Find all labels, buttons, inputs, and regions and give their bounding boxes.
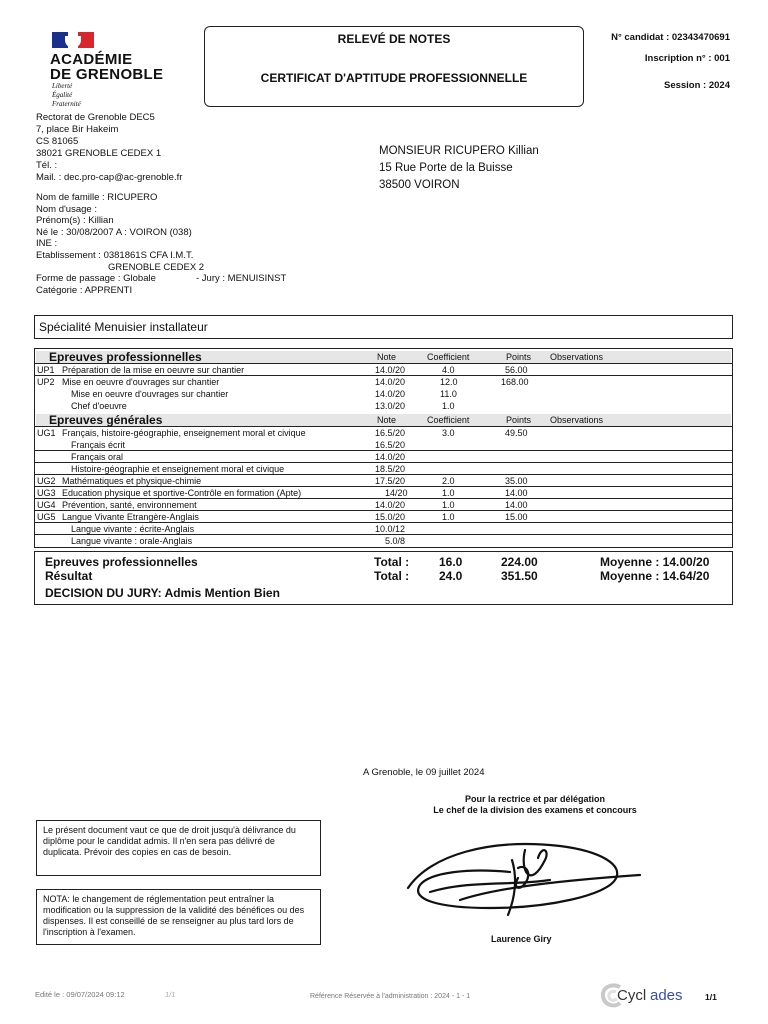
category: Catégorie : APPRENTI xyxy=(36,284,133,296)
col-note: Note xyxy=(377,352,397,362)
sender-address xyxy=(36,112,182,184)
motto-liberte: Liberté xyxy=(52,82,73,90)
motto-fraternite: Fraternité xyxy=(52,100,81,108)
table-row: UG3 Education physique et sportive-Contrôle en formation (Apte) 14/20 1.0 14.00 xyxy=(37,488,528,498)
section-header-general xyxy=(35,414,732,426)
section-title: Epreuves professionnelles xyxy=(49,350,202,364)
specialty-box: Spécialité Menuisier installateur xyxy=(34,315,733,339)
summary-professional: Epreuves professionnelles Total : 16.0 224.00 Moyenne : 14.00/20 xyxy=(45,555,710,569)
col-obs: Observations xyxy=(550,352,604,362)
sender-line: 38021 GRENOBLE CEDEX 1 xyxy=(36,148,162,159)
table-row: Histoire-géographie et enseignement moral et civique 18.5/20 xyxy=(71,464,406,474)
establishment-city: GRENOBLE CEDEX 2 xyxy=(108,261,205,273)
marianne-flag-icon xyxy=(52,32,94,48)
table-row: UP2 Mise en oeuvre d'ouvrages sur chantier 14.0/20 12.0 168.00 xyxy=(37,377,529,387)
section-header-professional xyxy=(35,351,732,363)
col-points: Points xyxy=(506,415,532,425)
admin-reference: Référence Réservée à l'administration : 2024 - 1 - 1 xyxy=(310,993,471,1000)
doc-title: RELEVÉ DE NOTES xyxy=(337,32,451,46)
sender-line: 7, place Bir Hakeim xyxy=(36,124,119,135)
delegation-line-2: Le chef de la division des examens et concours xyxy=(433,805,637,815)
inscription-number: Inscription n° : 001 xyxy=(644,53,730,64)
candidate-number: N° candidat : 02343470691 xyxy=(611,32,730,43)
table-row: UG5 Langue Vivante Etrangère-Anglais 15.0/20 1.0 15.00 xyxy=(37,512,528,522)
jury: - Jury : MENUISINST xyxy=(196,273,287,285)
grades-table xyxy=(34,348,733,548)
table-row: Chef d'oeuvre 13.0/20 1.0 xyxy=(71,401,455,411)
page-small: 1/1 xyxy=(165,990,176,999)
cyclades-brand-a: Cycl xyxy=(617,987,647,1004)
delegation-line-1: Pour la rectrice et par délégation xyxy=(464,794,606,804)
family-name: Nom de famille : RICUPERO xyxy=(36,192,158,203)
table-row: UG4 Prévention, santé, environnement 14.0/20 1.0 14.00 xyxy=(37,500,528,510)
motto-egalite: Égalité xyxy=(52,91,73,99)
usage-name: Nom d'usage : xyxy=(36,203,97,215)
table-row: UG2 Mathématiques et physique-chimie 17.5/20 2.0 35.00 xyxy=(37,476,528,486)
col-obs: Observations xyxy=(550,415,604,425)
section-title: Epreuves générales xyxy=(49,413,163,427)
recipient-line: 15 Rue Porte de la Buisse xyxy=(379,162,513,174)
jury-decision: DECISION DU JURY: Admis Mention Bien xyxy=(45,586,280,600)
title-box xyxy=(204,26,584,107)
validity-note: Le présent document vaut ce que de droit jusqu'à délivrance du diplôme pour le candidat admis. Il n'en sera pas délivré de duplicata. Prévoir des copies en cas de besoin. xyxy=(36,820,321,876)
place-date: A Grenoble, le 09 juillet 2024 xyxy=(363,767,485,778)
table-row: Français écrit 16.5/20 xyxy=(71,440,406,450)
table-row: Langue vivante : orale-Anglais 5.0/8 xyxy=(71,536,406,546)
recipient-address xyxy=(379,143,539,194)
table-row: Mise en oeuvre d'ouvrages sur chantier 14.0/20 11.0 xyxy=(71,389,457,399)
table-row: UP1 Préparation de la mise en oeuvre sur chantier 14.0/20 4.0 56.00 xyxy=(37,365,528,375)
sender-line: Tél. : xyxy=(36,160,58,171)
ine: INE : xyxy=(36,238,58,250)
table-row: Français oral 14.0/20 xyxy=(71,452,406,462)
signatory-name: Laurence Giry xyxy=(491,934,552,944)
col-points: Points xyxy=(506,352,532,362)
col-coef: Coefficient xyxy=(427,352,470,362)
sender-line: Mail. : dec.pro-cap@ac-grenoble.fr xyxy=(36,172,183,183)
page-number: 1/1 xyxy=(705,992,717,1002)
birth: Né le : 30/08/2007 A : VOIRON (038) xyxy=(36,226,192,238)
sender-line: Rectorat de Grenoble DEC5 xyxy=(36,112,155,123)
identity-block xyxy=(36,192,366,296)
table-row: Langue vivante : écrite-Anglais 10.0/12 xyxy=(71,524,406,534)
recipient-line: 38500 VOIRON xyxy=(379,179,460,191)
logo-line-2: DE GRENOBLE xyxy=(50,66,164,83)
col-coef: Coefficient xyxy=(427,415,470,425)
regulation-note: NOTA: le changement de réglementation peut entraîner la modification ou la suppression de la validité des bénéfices ou des dispenses. Il est conseillé de se renseigner au plus tard lors de l'inscription à l'examen. xyxy=(36,889,321,945)
establishment: Etablissement : 0381861S CFA I.M.T. xyxy=(36,249,194,261)
summary-result: Résultat Total : 24.0 351.50 Moyenne : 14.64/20 xyxy=(45,569,710,583)
edited-date: Edité le : 09/07/2024 09:12 xyxy=(35,990,125,999)
table-row: UG1 Français, histoire-géographie, enseignement moral et civique 16.5/20 3.0 49.50 xyxy=(37,428,528,438)
doc-subtitle: CERTIFICAT D'APTITUDE PROFESSIONNELLE xyxy=(260,71,528,85)
recipient-line: MONSIEUR RICUPERO Killian xyxy=(379,145,539,157)
signature-image xyxy=(400,820,650,930)
exam-form: Forme de passage : Globale xyxy=(36,273,156,285)
first-name: Prénom(s) : Killian xyxy=(36,215,114,227)
session: Session : 2024 xyxy=(663,80,730,91)
logo-line-1: ACADÉMIE xyxy=(50,51,133,68)
summary-box xyxy=(34,551,733,605)
col-note: Note xyxy=(377,415,397,425)
cyclades-brand-b: ades xyxy=(650,987,683,1004)
sender-line: CS 81065 xyxy=(36,136,79,147)
